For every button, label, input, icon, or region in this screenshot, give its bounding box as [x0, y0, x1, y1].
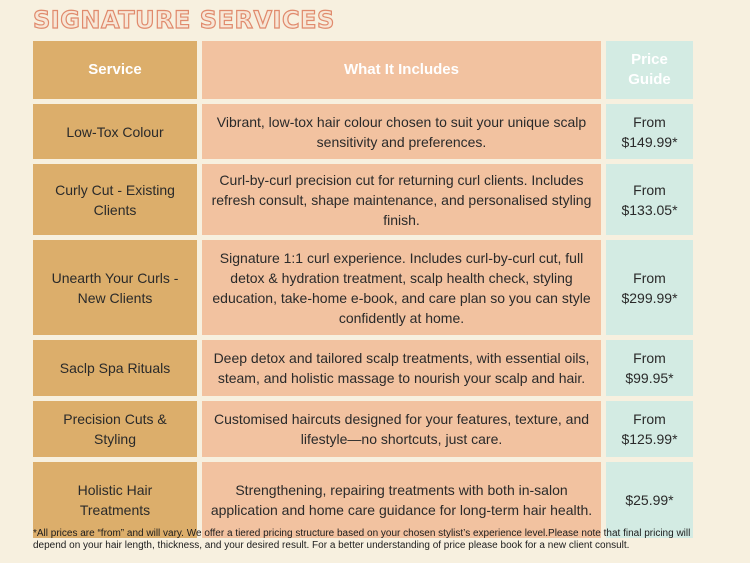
row-includes: Signature 1:1 curl experience. Includes curl-by-curl cut, full detox & hydration treatment, scalp health check, styling education, take-home e-book, and care plan so you can style confidently at home.: [202, 240, 601, 335]
row-price: From $133.05*: [606, 164, 693, 235]
row-price: From $99.95*: [606, 340, 693, 396]
row-includes: Curl-by-curl precision cut for returning curl clients. Includes refresh consult, shape maintenance, and personalised styling finish.: [202, 164, 601, 235]
row-service: Low-Tox Colour: [33, 104, 197, 159]
page-title: SIGNATURE SERVICES: [33, 6, 335, 34]
row-price: From $125.99*: [606, 401, 693, 457]
row-includes: Customised haircuts designed for your features, texture, and lifestyle—no shortcuts, just care.: [202, 401, 601, 457]
row-service: Unearth Your Curls - New Clients: [33, 240, 197, 335]
header-service: Service: [33, 41, 197, 99]
row-price: From $149.99*: [606, 104, 693, 159]
row-includes: Deep detox and tailored scalp treatments, with essential oils, steam, and holistic massage to nourish your scalp and hair.: [202, 340, 601, 396]
row-includes: Strengthening, repairing treatments with both in-salon application and home care guidance for long-term hair health.: [202, 462, 601, 538]
row-service: Saclp Spa Rituals: [33, 340, 197, 396]
row-service: Curly Cut - Existing Clients: [33, 164, 197, 235]
header-includes: What It Includes: [202, 41, 601, 99]
services-table: [33, 41, 693, 538]
header-price: Price Guide: [606, 41, 693, 99]
row-price: From $299.99*: [606, 240, 693, 335]
row-service: Precision Cuts & Styling: [33, 401, 197, 457]
row-includes: Vibrant, low-tox hair colour chosen to suit your unique scalp sensitivity and preferences.: [202, 104, 601, 159]
row-price: $25.99*: [606, 462, 693, 538]
row-service: Holistic Hair Treatments: [33, 462, 197, 538]
pricing-footnote: *All prices are “from” and will vary. We offer a tiered pricing structure based on your chosen stylist’s experience level.Please note that final pricing will depend on your hair length, thickness, and your desired result. For a better understanding of price please book for a new client consult.: [33, 528, 691, 551]
